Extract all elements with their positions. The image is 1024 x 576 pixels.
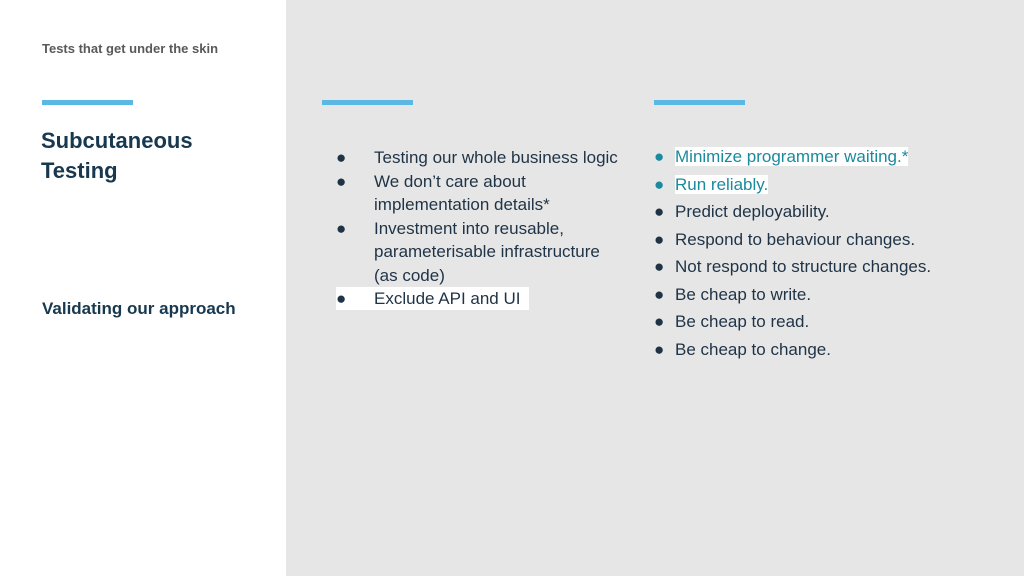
list-item-text: Predict deployability. xyxy=(675,202,830,221)
list-item xyxy=(654,308,954,336)
bullet-icon: ● xyxy=(654,312,665,331)
list-item xyxy=(654,253,954,281)
list-item-text: Respond to behaviour changes. xyxy=(675,229,916,249)
bullet-icon: ● xyxy=(654,257,665,276)
slide-title: Subcutaneous Testing xyxy=(41,128,193,183)
list-item-text: We don’t care about implementation details* xyxy=(374,171,550,214)
slide-kicker: Tests that get under the skin xyxy=(42,41,219,56)
bullet-icon: ● xyxy=(654,147,665,166)
left-panel xyxy=(0,0,286,576)
list-item-highlighted xyxy=(336,287,626,311)
list-item-text: Minimize programmer waiting.* xyxy=(675,147,909,166)
bullet-icon: ● xyxy=(654,202,665,221)
accent-bar-right xyxy=(654,100,745,105)
bullet-icon: ● xyxy=(654,339,665,359)
list-item xyxy=(336,217,626,288)
list-item xyxy=(336,170,626,217)
bullet-icon: ● xyxy=(654,229,665,249)
list-item-text: Be cheap to write. xyxy=(675,284,812,304)
list-item-text: Exclude API and UI xyxy=(374,289,521,308)
bullet-icon: ● xyxy=(336,218,347,238)
list-item-text: Not respond to structure changes. xyxy=(675,257,932,276)
bullet-list-goals xyxy=(654,143,954,363)
list-item-text: Investment into reusable, parameterisable infrastructure (as code) xyxy=(374,218,600,285)
list-item xyxy=(654,281,954,309)
list-item-highlighted xyxy=(654,143,954,171)
bullet-icon: ● xyxy=(654,174,665,194)
bullet-icon: ● xyxy=(654,284,665,304)
list-item-text: Testing our whole business logic xyxy=(374,148,618,167)
accent-bar-left xyxy=(42,100,133,105)
list-item xyxy=(654,198,954,226)
bullet-icon: ● xyxy=(336,171,347,191)
list-item xyxy=(654,336,954,364)
list-item-text: Run reliably. xyxy=(675,174,769,194)
slide-subtitle: Validating our approach xyxy=(42,299,236,318)
accent-bar-middle xyxy=(322,100,413,105)
bullet-icon: ● xyxy=(336,148,347,167)
bullet-icon: ● xyxy=(336,289,347,308)
list-item xyxy=(336,146,626,170)
list-item-text: Be cheap to read. xyxy=(675,312,810,331)
list-item-highlighted xyxy=(654,171,954,199)
bullet-list-approach xyxy=(336,146,626,311)
list-item xyxy=(654,226,954,254)
list-item-text: Be cheap to change. xyxy=(675,339,831,359)
